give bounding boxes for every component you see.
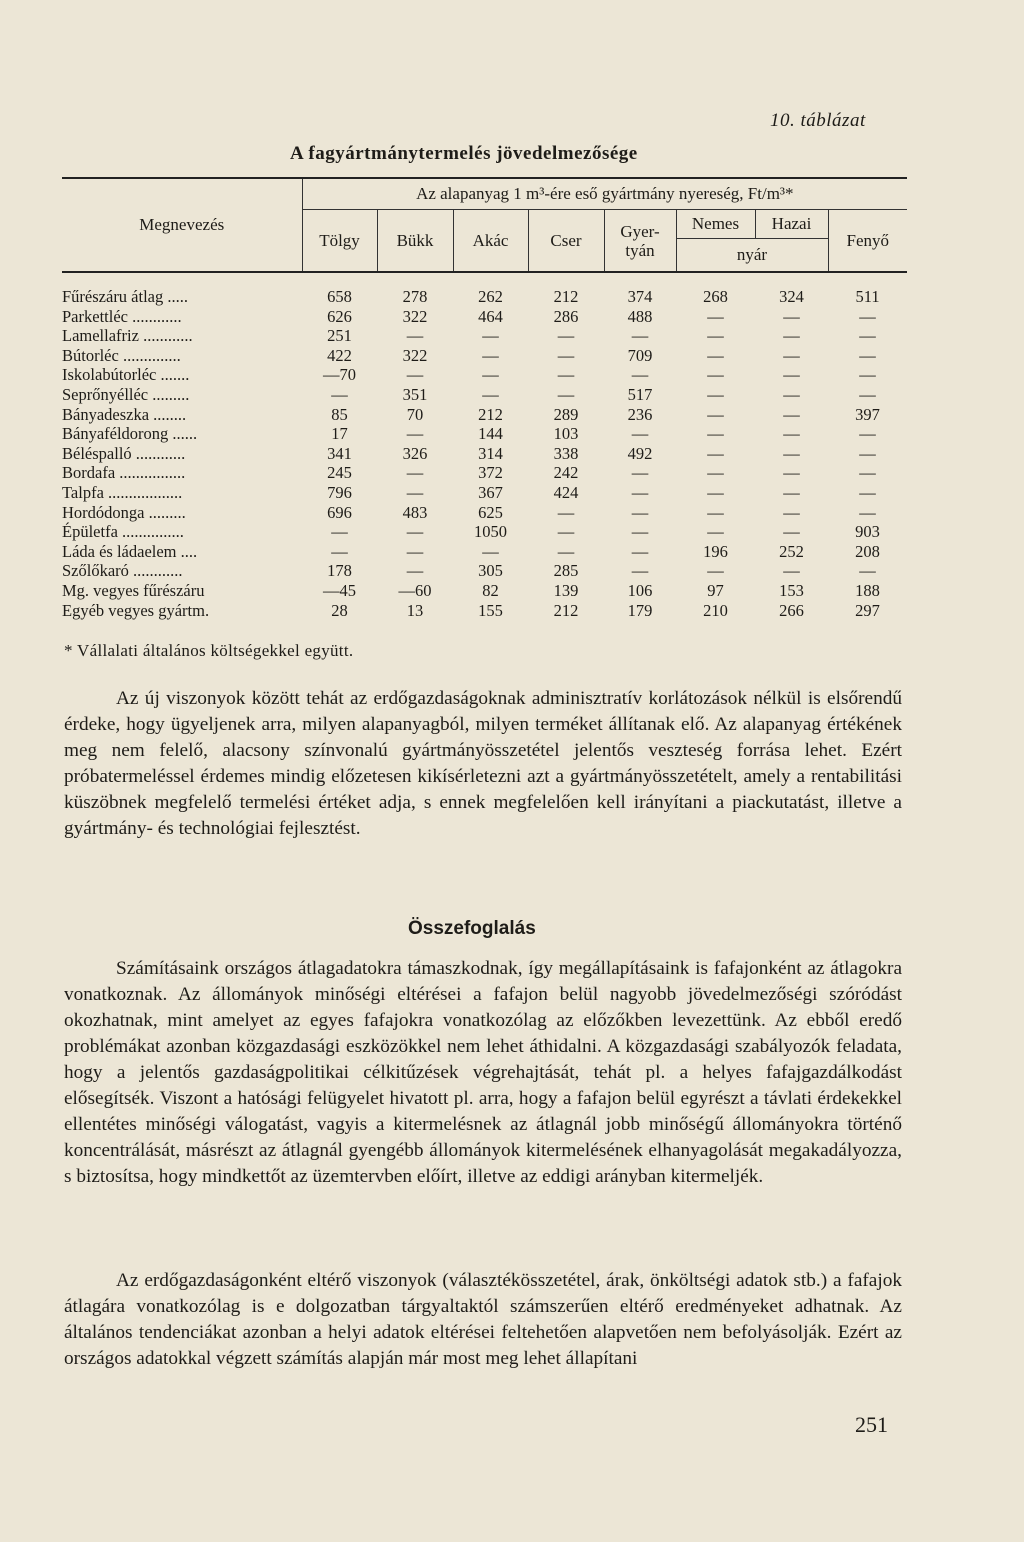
table-cell: 351	[402, 384, 428, 404]
table-row	[62, 287, 907, 307]
table-cell: —60	[398, 580, 432, 600]
table-cell: —	[631, 463, 649, 483]
table-cell: —	[783, 463, 800, 483]
table-cell: —	[631, 424, 649, 444]
row-label: Egyéb vegyes gyártm.	[62, 600, 210, 620]
table-cell: 341	[327, 443, 352, 463]
table-cell: 196	[703, 541, 728, 561]
table-cell: 82	[482, 580, 499, 600]
table-cell: 139	[553, 580, 579, 600]
table-cell: —	[783, 384, 800, 404]
table-cell: 179	[627, 600, 653, 620]
table-cell: —	[331, 384, 348, 404]
row-label: Lamellafriz ............	[62, 326, 193, 346]
body-paragraph-2: Számításaink országos átlagadatokra támaszkodnak, így megállapításaink is fafajonként az átlagokra vonatkoznak. Az állományok minőségi eltérései a fafajon belül nagyobb jövedelmezőségi szóródást okozhatnak, mint amelyet az egyes fafajokra vonatkozólag az előzőkben levezettünk. Az ebből eredő problémákat azonban közgazdasági eszközökkel nem lehet áthidalni. A közgazdasági szabályozók feladata, hogy a jelentős gazdaságpolitikai célkitűzések végrehajtását, tehát pl. a helyes fafajgazdálkodást elősegítsék. Viszont a hatósági felügyelet hivatott pl. arra, hogy a fafajon belül egyrészt a távlati érdekekkel ellentétes minőségi válogatást, vagyis a kitermelésnek az átlagnál jobb minőségű állományokra történő koncentrálását, másrészt az átlagnál gyengébb állományok kitermelésének elhanyagolását megakadályozza, s biztosítsa, hogy mindkettőt az üzemtervben előírt, illetve az eddigi arányban kitermeljék.	[64, 958, 902, 1187]
row-label: Mg. vegyes fűrészáru	[62, 580, 205, 600]
table-row	[62, 581, 907, 601]
row-label: Parkettléc ............	[62, 306, 182, 326]
table-cell: 367	[478, 482, 503, 502]
table-cell: —	[406, 365, 424, 385]
table-cell: 324	[779, 287, 804, 306]
table-cell: —	[406, 482, 424, 502]
table-cell: 626	[327, 306, 352, 326]
table-cell: 242	[553, 463, 579, 483]
table-cell: 236	[627, 404, 653, 424]
header-col-cser: Cser	[528, 210, 604, 273]
table-cell: —	[859, 384, 876, 404]
header-group: Az alapanyag 1 m³-ére eső gyártmány nyereség, Ft/m³*	[302, 178, 907, 210]
table-cell: —	[859, 306, 876, 326]
table-cell: —	[783, 306, 800, 326]
table-cell: —	[707, 482, 724, 502]
row-label: Seprőnyélléc .........	[62, 384, 190, 404]
table-cell: 178	[327, 561, 352, 581]
table-cell: 289	[553, 404, 579, 424]
table-cell: —	[707, 404, 724, 424]
row-label: Láda és ládaelem ....	[62, 541, 198, 561]
table-cell: —	[631, 502, 649, 522]
table-cell: —	[859, 502, 876, 522]
table-cell: —	[707, 384, 724, 404]
table-cell: 322	[402, 306, 428, 326]
table-title: A fagyártmánytermelés jövedelmezősége	[290, 143, 638, 164]
table-row	[62, 385, 907, 405]
table-cell: 625	[478, 502, 503, 522]
table-cell: 251	[327, 326, 352, 346]
header-sub-nyar: nyár	[676, 239, 828, 273]
table-cell: —	[557, 522, 575, 542]
table-cell: 212	[553, 600, 579, 620]
table-cell: 245	[327, 463, 352, 483]
table-cell: —	[631, 522, 649, 542]
table-cell: —	[482, 541, 499, 561]
table-cell: 13	[406, 600, 424, 620]
table-row	[62, 561, 907, 581]
section-heading: Összefoglalás	[408, 918, 536, 939]
header-col-bukk: Bükk	[377, 210, 453, 273]
table-cell: 338	[553, 443, 579, 463]
table-cell: —	[406, 522, 424, 542]
row-label: Bányadeszka ........	[62, 404, 187, 424]
table-cell: 262	[478, 287, 503, 306]
header-col-hazai: Hazai	[755, 210, 828, 239]
body-paragraph-3: Az erdőgazdaságonként eltérő viszonyok (választékösszetétel, árak, önköltségi adatok stb.) a fafajok átlagára vonatkozólag is e dolgozatban tárgyaltaktól számszerűen eltérő eredményeket adhatnak. Az általános tendenciákat azonban a helyi adatok eltérései feltehetően alapvetően nem befolyásolják. Ezért az országos adatokkal végzett számítás alapján már most meg lehet állapítani	[64, 1270, 902, 1369]
row-label: Béléspalló ............	[62, 443, 186, 463]
table-cell: 210	[703, 600, 728, 620]
table-cell: 488	[627, 306, 653, 326]
table-cell: —	[783, 424, 800, 444]
table-cell: —	[783, 345, 800, 365]
header-megnevezes: Megnevezés	[139, 215, 225, 234]
table-cell: 305	[478, 561, 503, 581]
table-cell: 326	[402, 443, 428, 463]
table-row	[62, 365, 907, 385]
table-cell: —	[557, 345, 575, 365]
table-cell: —	[783, 404, 800, 424]
table-cell: 286	[553, 306, 579, 326]
table-cell: —	[859, 326, 876, 346]
table-cell: —	[859, 365, 876, 385]
table-row	[62, 326, 907, 346]
table-cell: —	[331, 522, 348, 542]
table-row	[62, 307, 907, 327]
table-cell: 212	[478, 404, 503, 424]
row-label: Bányaféldorong ......	[62, 424, 198, 444]
table-cell: 268	[703, 287, 728, 306]
row-label: Szőlőkaró ............	[62, 561, 183, 581]
table-cell: —	[482, 326, 499, 346]
table-cell: —	[707, 561, 724, 581]
table-cell: —	[783, 522, 800, 542]
table-cell: 322	[402, 345, 428, 365]
header-col-fenyo: Fenyő	[828, 210, 907, 273]
table-cell: —	[707, 463, 724, 483]
table-cell: 155	[478, 600, 503, 620]
table-row	[62, 522, 907, 542]
table-cell: —	[406, 326, 424, 346]
table-cell: 103	[553, 424, 579, 444]
table-row	[62, 424, 907, 444]
table-row	[62, 601, 907, 621]
table-cell: 397	[855, 404, 880, 424]
table-cell: —	[406, 541, 424, 561]
table-cell: 903	[855, 522, 880, 542]
table-cell: —	[707, 345, 724, 365]
table-label: 10. táblázat	[770, 110, 866, 131]
table-cell: —	[482, 365, 499, 385]
table-cell: —	[631, 365, 649, 385]
table-row	[62, 463, 907, 483]
table-cell: 517	[627, 384, 653, 404]
table-cell: 464	[478, 306, 503, 326]
table-cell: 97	[707, 580, 724, 600]
row-label: Hordódonga .........	[62, 502, 186, 522]
table-cell: 658	[327, 287, 352, 306]
table-cell: —45	[323, 580, 356, 600]
body-paragraph-1: Az új viszonyok között tehát az erdőgazdaságoknak adminisztratív korlátozások nélkül is elsőrendű érdeke, hogy ügyeljenek arra, milyen alapanyagból, milyen terméket állítanak elő. Az alapanyag értékének meg nem felelő, alacsony színvonalú gyártmányösszetétel jelentős veszteség forrása lehet. Ezért próbatermeléssel érdemes mindig előzetesen kikísérletezni azt a gyártmányösszetételt, amely a rentabilitási küszöbnek megfelelő termelési értéket adja, s ennek megfelelően kell irányítani a piackutatást, illetve a gyártmány- és technológiai fejlesztést.	[64, 688, 902, 839]
table-cell: 266	[779, 600, 804, 620]
table-cell: —	[707, 306, 724, 326]
row-label: Fűrészáru átlag .....	[62, 287, 188, 306]
table-cell: —	[482, 345, 499, 365]
table-cell: —	[557, 502, 575, 522]
header-col-nemes: Nemes	[676, 210, 755, 239]
table-cell: —	[406, 463, 424, 483]
table-cell: 285	[553, 561, 579, 581]
table-row	[62, 542, 907, 562]
table-cell: 212	[553, 287, 579, 306]
page-number: 251	[855, 1412, 888, 1437]
table-cell: —70	[323, 365, 356, 385]
table-cell: —	[557, 541, 575, 561]
table-body	[62, 287, 907, 620]
table-cell: —	[331, 541, 348, 561]
table-cell: —	[631, 561, 649, 581]
table-cell: —	[783, 365, 800, 385]
table-cell: —	[783, 443, 800, 463]
table-cell: 422	[327, 345, 352, 365]
table-cell: —	[631, 482, 649, 502]
table-footnote: * Vállalati általános költségekkel együtt.	[64, 641, 354, 660]
table-cell: 208	[855, 541, 880, 561]
header-col-tolgy: Tölgy	[302, 210, 377, 273]
table-cell: —	[707, 326, 724, 346]
table-cell: 144	[478, 424, 503, 444]
table-cell: —	[482, 384, 499, 404]
table-cell: —	[406, 424, 424, 444]
table-row	[62, 444, 907, 464]
table-cell: —	[859, 463, 876, 483]
table-cell: —	[557, 384, 575, 404]
table-cell: 709	[627, 345, 653, 365]
table-cell: 70	[406, 404, 424, 424]
table-cell: 372	[478, 463, 503, 483]
table-cell: —	[707, 443, 724, 463]
header-col-gyertyan: Gyer-tyán	[604, 210, 676, 273]
table-cell: —	[859, 345, 876, 365]
table-cell: 188	[855, 580, 880, 600]
table-cell: —	[707, 502, 724, 522]
table-cell: —	[631, 541, 649, 561]
table-cell: —	[707, 522, 724, 542]
table-cell: 252	[779, 541, 804, 561]
table-cell: 511	[855, 287, 880, 306]
table-cell: 85	[331, 404, 348, 424]
table-cell: 106	[627, 580, 653, 600]
table-cell: 278	[402, 287, 428, 306]
table-cell: 28	[331, 600, 348, 620]
table-row	[62, 503, 907, 523]
table-cell: 796	[327, 482, 352, 502]
table-cell: —	[707, 365, 724, 385]
table-cell: 17	[331, 424, 348, 444]
table-cell: 314	[478, 443, 503, 463]
table-row	[62, 405, 907, 425]
table-cell: 153	[779, 580, 804, 600]
table-cell: —	[859, 561, 876, 581]
table-cell: 297	[855, 600, 880, 620]
table-cell: —	[406, 561, 424, 581]
header-col-akac: Akác	[453, 210, 528, 273]
row-label: Iskolabútorléc .......	[62, 365, 190, 385]
table-cell: —	[783, 502, 800, 522]
table-cell: 1050	[474, 522, 507, 542]
table-cell: 696	[327, 502, 352, 522]
table-cell: —	[557, 365, 575, 385]
table-cell: —	[783, 326, 800, 346]
table-cell: —	[783, 561, 800, 581]
table-cell: 492	[627, 443, 653, 463]
table-cell: —	[859, 424, 876, 444]
table-cell: 374	[627, 287, 653, 306]
table-cell: —	[859, 482, 876, 502]
table-cell: —	[557, 326, 575, 346]
row-label: Épületfa ...............	[62, 522, 184, 542]
row-label: Bútorléc ..............	[62, 345, 181, 365]
profitability-table	[62, 177, 907, 620]
table-cell: —	[859, 443, 876, 463]
table-row	[62, 346, 907, 366]
row-label: Talpfa ..................	[62, 482, 183, 502]
table-cell: —	[631, 326, 649, 346]
table-cell: 424	[553, 482, 579, 502]
table-cell: —	[783, 482, 800, 502]
table-cell: 483	[402, 502, 428, 522]
row-label: Bordafa ................	[62, 463, 186, 483]
table-row	[62, 483, 907, 503]
table-cell: —	[707, 424, 724, 444]
